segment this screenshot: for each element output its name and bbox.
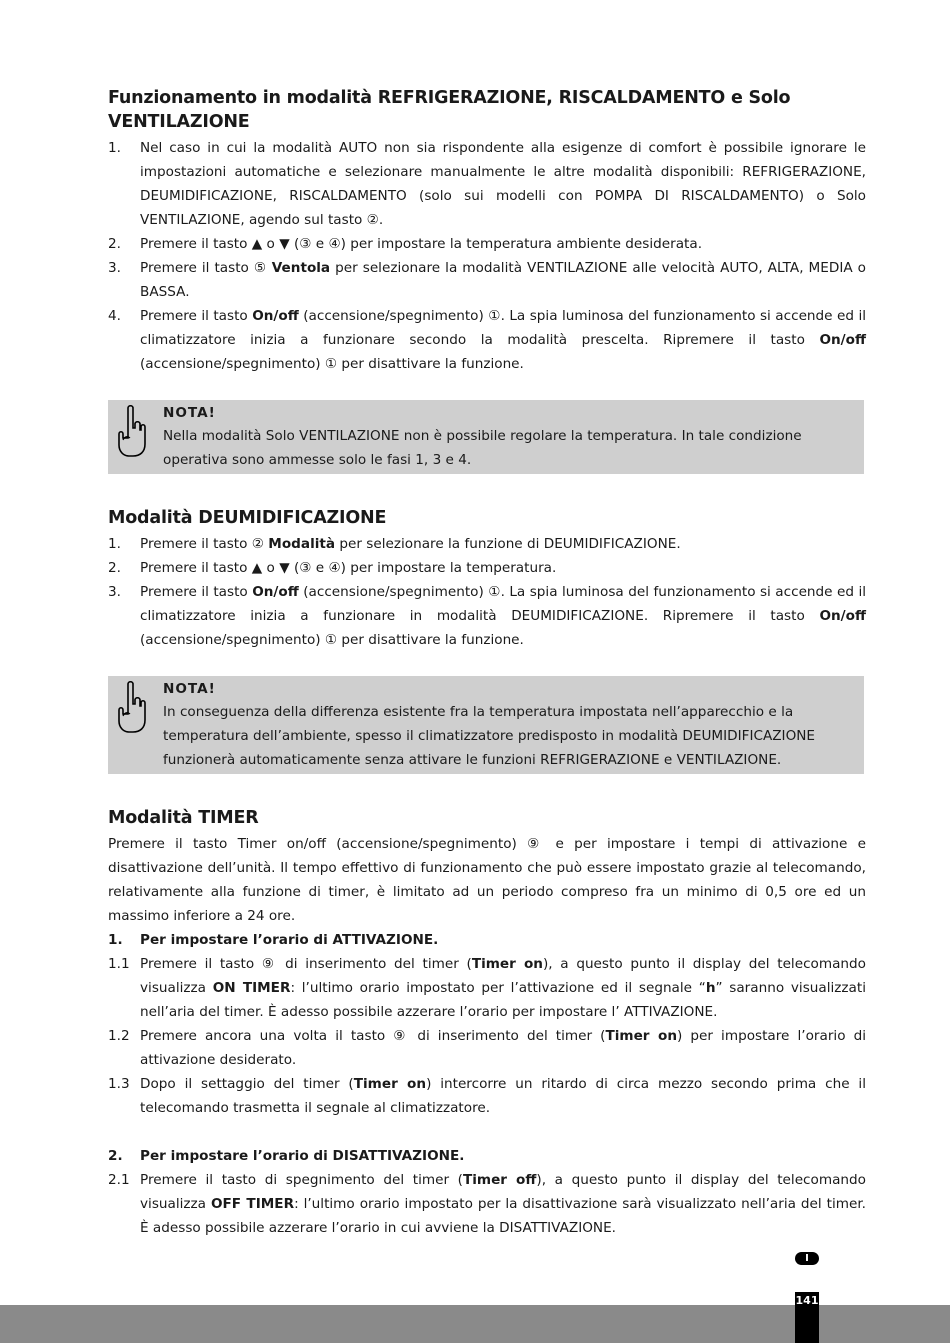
note-text: Nella modalità Solo VENTILAZIONE non è possibile regolare la temperatura. In tale condizione operativa sono ammesse solo le fasi 1, 3 e 4. — [163, 428, 802, 468]
list-item-number: 1. — [108, 536, 121, 552]
note-box-ventilation — [108, 400, 864, 474]
list-item-text: Premere il tasto ▲ o ▼ (③ e ④) per impostare la temperatura. — [140, 560, 557, 576]
timer-group-heading: 1. Per impostare l’orario di ATTIVAZIONE. — [108, 932, 439, 948]
note-text: In conseguenza della differenza esistente fra la temperatura impostata nell’apparecchio e la temperatura dell’ambiente, spesso il climatizzatore predisposto in modalità DEUMIDIFICAZIONE funzionerà automaticamente senza attivare le funzioni REFRIGERAZIONE e VENTILAZIONE. — [163, 704, 816, 768]
list-item — [108, 532, 866, 556]
list-item-number: 2.1 — [108, 1172, 130, 1188]
list-item — [108, 136, 866, 232]
list-item-text: Premere il tasto On/off (accensione/spegnimento) ①. La spia luminosa del funzionamento si accende ed il climatizzatore inizia a funzionare secondo la modalità prescelta. Ripremere il tasto On/off (accensione/spegnimento) ① per disattivare la funzione. — [140, 308, 867, 372]
list-item-text: Dopo il settaggio del timer (Timer on) intercorre un ritardo di circa mezzo secondo prima che il telecomando trasmetta il segnale al climatizzatore. — [140, 1076, 866, 1116]
list-item-number: 3. — [108, 584, 121, 600]
page-number: 141 — [795, 1292, 819, 1343]
list-item — [108, 952, 866, 1024]
list-item-number: 1.2 — [108, 1028, 130, 1044]
list-item-text: Nel caso in cui la modalità AUTO non sia rispondente alla esigenze di comfort è possibile ignorare le impostazioni automatiche e selezionare manualmente le altre modalità disponibili: REFRIGERAZIONE, DEUMIDIFICAZIONE, RISCALDAMENTO (solo sui modelli con POMPA DI RISCALDAMENTO) o Solo VENTILAZIONE, agendo sul tasto ②. — [140, 140, 866, 228]
list-item-text: Premere il tasto ⑤ Ventola per selezionare la modalità VENTILAZIONE alle velocità AUTO, ALTA, MEDIA o BASSA. — [140, 260, 866, 300]
timer-off-steps-list — [108, 1168, 866, 1240]
pointing-hand-icon — [114, 680, 150, 736]
list-item-text: Premere il tasto di spegnimento del timer (Timer off), a questo punto il display del telecomando visualizza OFF TIMER: l’ultimo orario impostato per la disattivazione sarà visualizzato nell’aria del timer. È adesso possibile azzerare l’orario in cui avviene la DISATTIVAZIONE. — [140, 1172, 866, 1236]
section-title-dehumidify: Modalità DEUMIDIFICAZIONE — [108, 508, 387, 528]
list-item — [108, 556, 866, 580]
list-item-number: 4. — [108, 308, 121, 324]
language-badge: I — [795, 1252, 819, 1265]
list-item — [108, 580, 866, 652]
dehumidify-steps-list — [108, 532, 866, 652]
page-content — [108, 86, 866, 1240]
timer-on-steps-list — [108, 952, 866, 1120]
list-item-number: 1.3 — [108, 1076, 130, 1092]
modes-steps-list — [108, 136, 866, 376]
list-item-text: Premere il tasto ② Modalità per selezionare la funzione di DEUMIDIFICAZIONE. — [140, 536, 681, 552]
list-item — [108, 256, 866, 304]
list-item-number: 1. — [108, 140, 121, 156]
list-item-number: 1.1 — [108, 956, 130, 972]
section-title-modes: Funzionamento in modalità REFRIGERAZIONE, RISCALDAMENTO e Solo VENTILAZIONE — [108, 88, 791, 132]
list-item-text: Premere il tasto ▲ o ▼ (③ e ④) per impostare la temperatura ambiente desiderata. — [140, 236, 703, 252]
list-item — [108, 232, 866, 256]
timer-intro: Premere il tasto Timer on/off (accensione/spegnimento) ⑨ e per impostare i tempi di attivazione e disattivazione dell’unità. Il tempo effettivo di funzionamento che può essere impostato grazie al telecomando, relativamente alla funzione di timer, è limitato ad un periodo compreso fra un minimo di 0,5 ore ed un massimo inferiore a 24 ore. — [108, 836, 866, 924]
timer-group-heading: 2. Per impostare l’orario di DISATTIVAZIONE. — [108, 1148, 465, 1164]
note-title: NOTA! — [163, 405, 216, 421]
list-item-number: 2. — [108, 236, 121, 252]
list-item — [108, 1072, 866, 1120]
note-title: NOTA! — [163, 681, 216, 697]
section-title-timer: Modalità TIMER — [108, 808, 259, 828]
note-box-dehumidify — [108, 676, 864, 774]
list-item-text: Premere il tasto ⑨ di inserimento del timer (Timer on), a questo punto il display del telecomando visualizza ON TIMER: l’ultimo orario impostato per l’attivazione ed il segnale “h” saranno visualizzati nell’aria del timer. È adesso possibile azzerare l’orario per impostare l’ ATTIVAZIONE. — [140, 956, 866, 1020]
list-item — [108, 1168, 866, 1240]
list-item-text: Premere ancora una volta il tasto ⑨ di inserimento del timer (Timer on) per impostare l’orario di attivazione desiderato. — [140, 1028, 866, 1068]
list-item — [108, 1024, 866, 1072]
list-item — [108, 304, 866, 376]
pointing-hand-icon — [114, 404, 150, 460]
list-item-text: Premere il tasto On/off (accensione/spegnimento) ①. La spia luminosa del funzionamento si accende ed il climatizzatore inizia a funzionare in modalità DEUMIDIFICAZIONE. Ripremere il tasto On/off (accensione/spegnimento) ① per disattivare la funzione. — [140, 584, 867, 648]
list-item-number: 2. — [108, 560, 121, 576]
list-item-number: 3. — [108, 260, 121, 276]
